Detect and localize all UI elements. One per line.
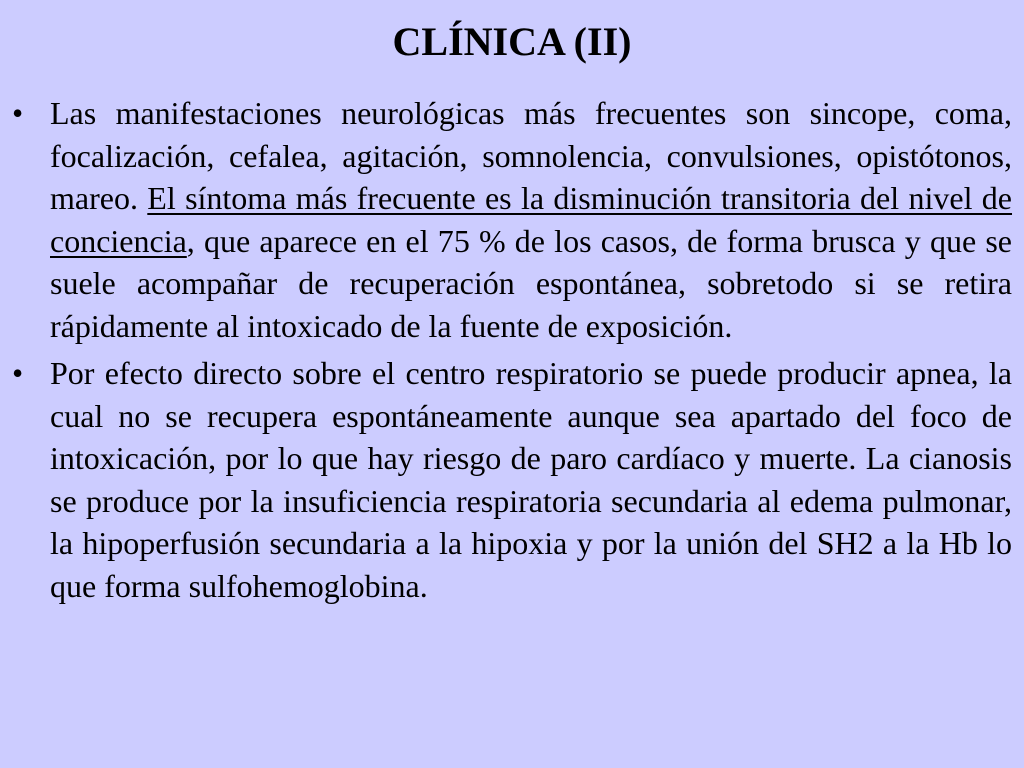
bullet-list <box>0 92 1024 612</box>
slide-title: CLÍNICA (II) <box>392 19 632 64</box>
bullet-item-respiratory <box>0 352 1024 607</box>
bullet-icon: • <box>12 95 24 131</box>
bullet-text-rest: , que aparece en el 75 % de los casos, de forma brusca y que se suele acompañar de recuperación espontánea, sobretodo si se retira rápidamente al intoxicado de la fuente de exposición. <box>50 222 1012 344</box>
bullet-text-intro: Las manifestaciones neurológicas más frecuentes son sincope, coma, focalización, cefalea, agitación, somnolencia, convulsiones, opistótonos, mareo. <box>50 95 1012 216</box>
bullet-item-neurological <box>0 92 1024 347</box>
bullet-icon: • <box>12 355 24 391</box>
bullet-text: Por efecto directo sobre el centro respiratorio se puede producir apnea, la cual no se recupera espontáneamente aunque sea apartado del foco de intoxicación, por lo que hay riesgo de paro cardíaco y muerte. La cianosis se produce por la insuficiencia respiratoria secundaria al edema pulmonar, la hipoperfusión secundaria a la hipoxia y por la unión del SH2 a la Hb lo que forma sulfohemoglobina. <box>50 355 1012 604</box>
bullet-text-highlight: El síntoma más frecuente es la disminución transitoria del nivel de conciencia <box>50 180 1013 259</box>
